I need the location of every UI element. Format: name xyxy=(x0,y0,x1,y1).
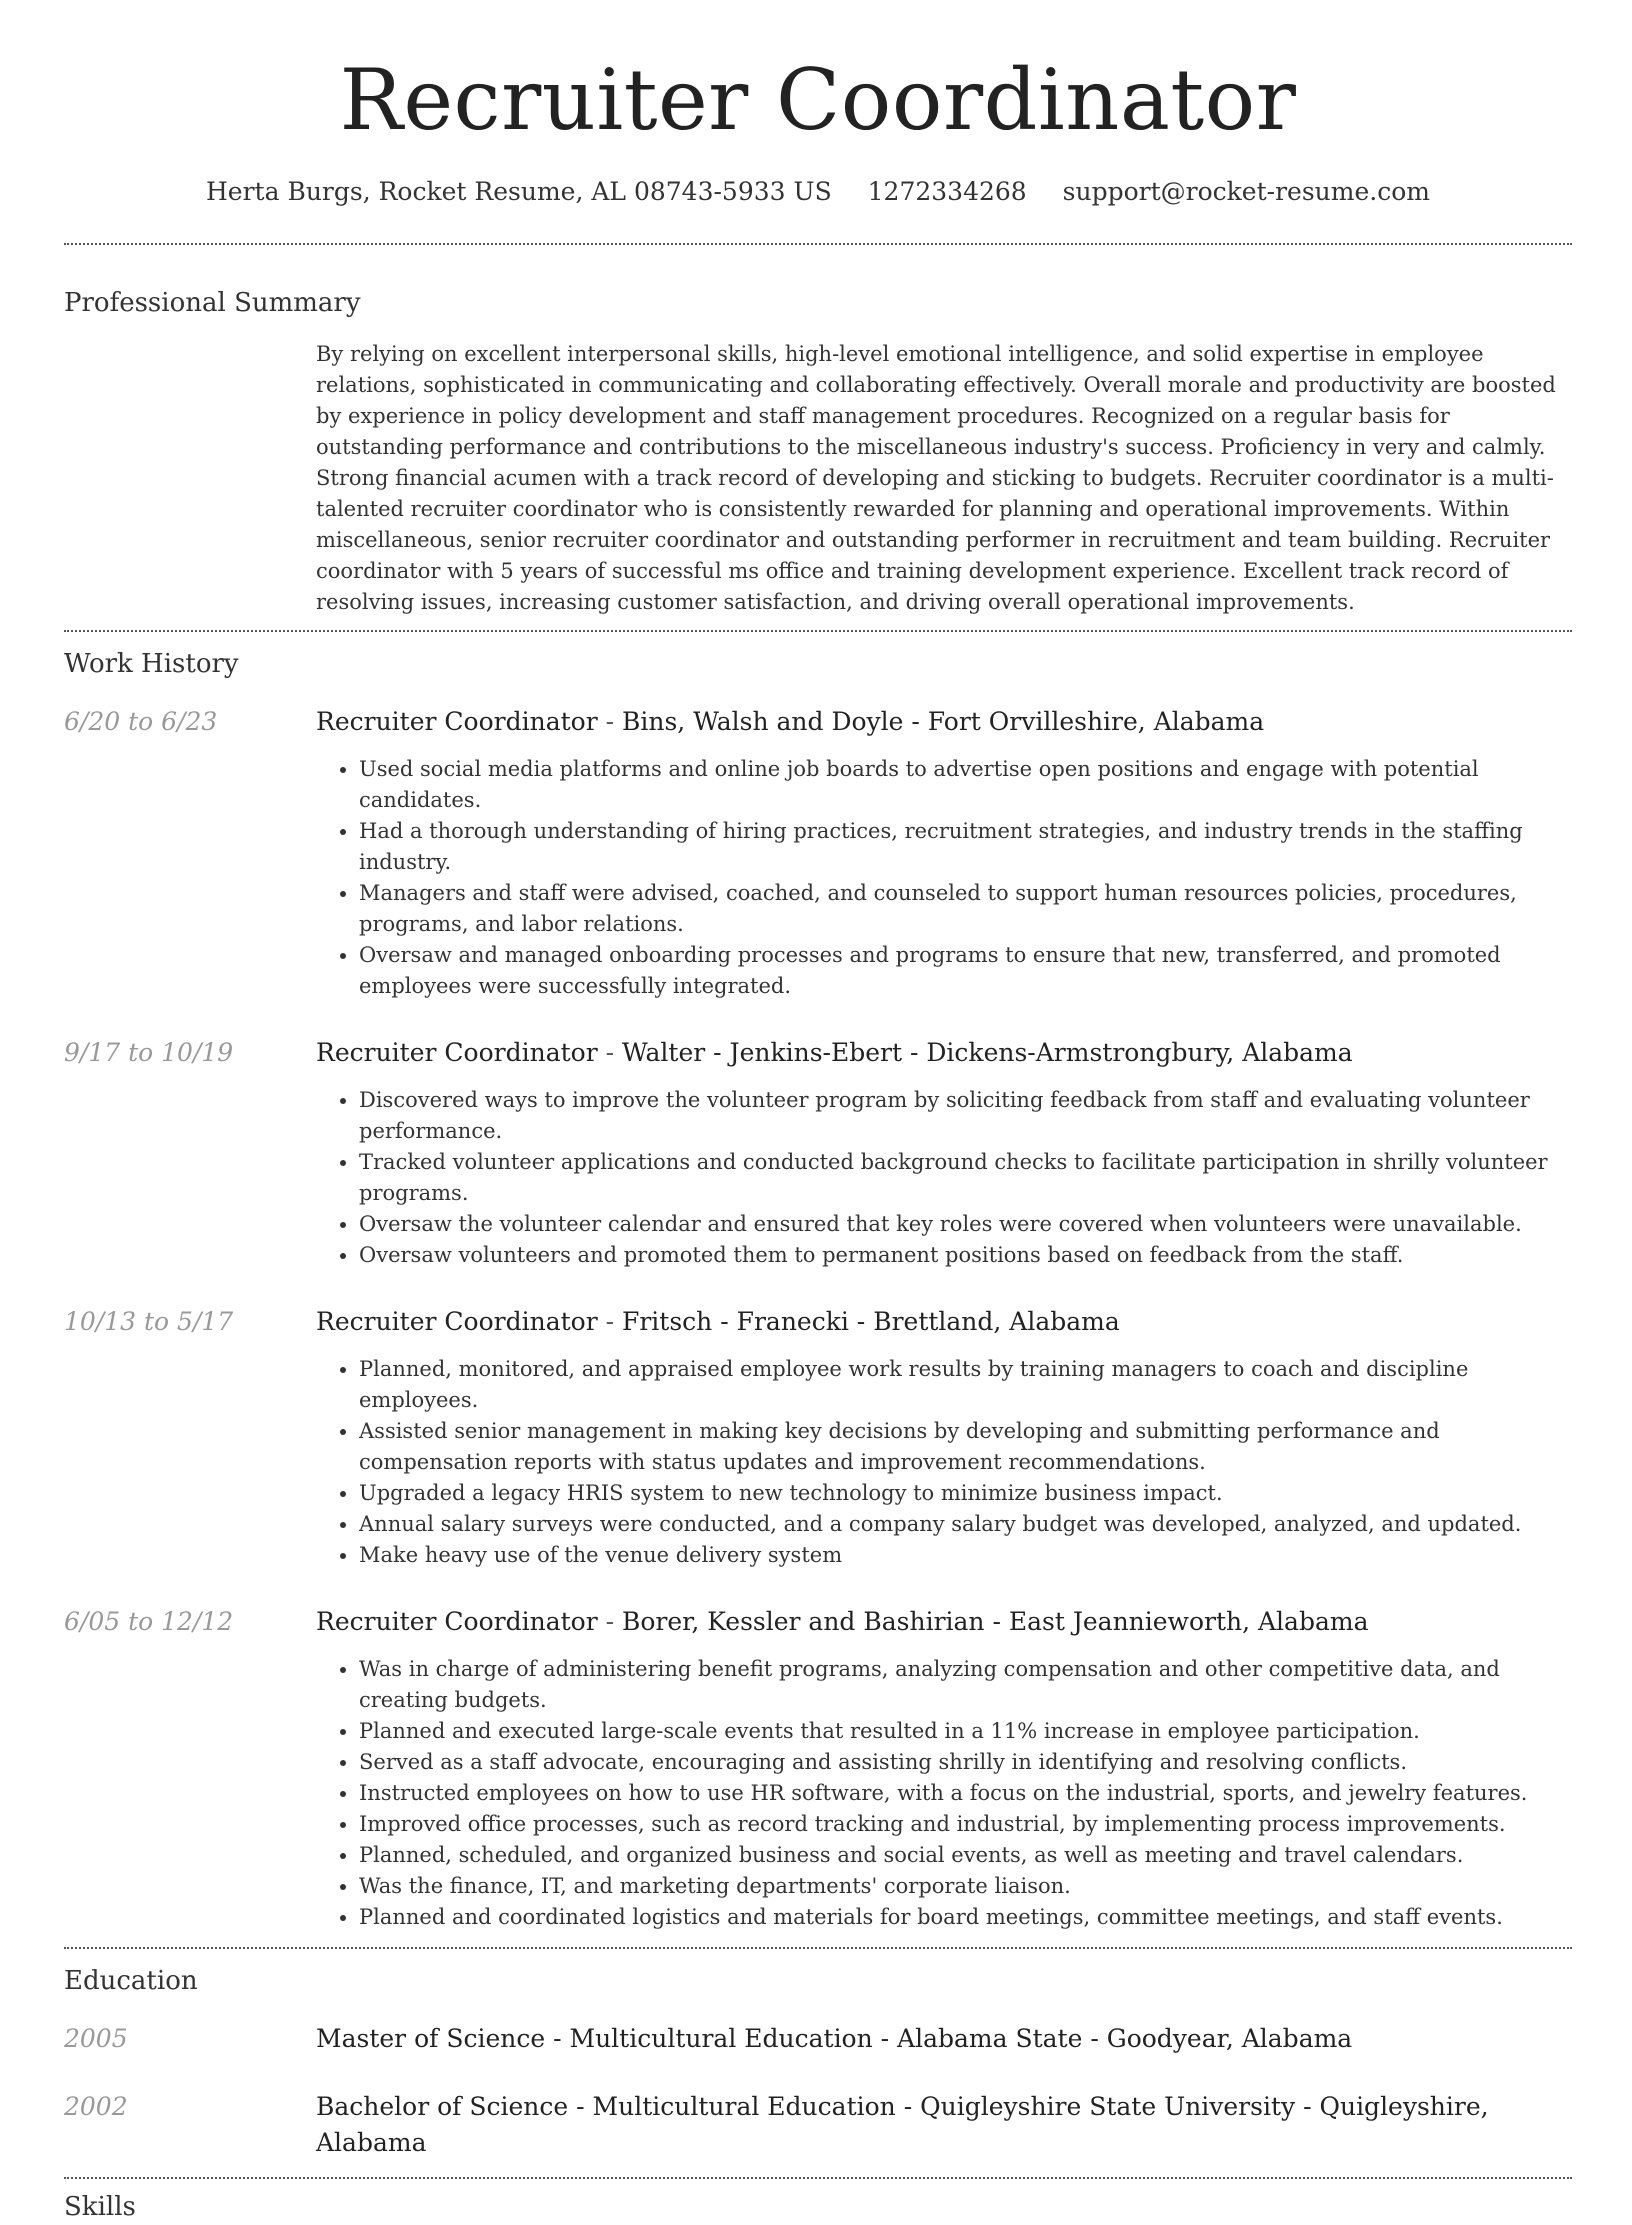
job-bullets xyxy=(316,1354,1572,1571)
resume-title: Recruiter Coordinator xyxy=(339,51,1297,149)
job-dates: 6/05 to 12/12 xyxy=(64,1607,234,1636)
contact-email: support@rocket-resume.com xyxy=(1062,177,1430,206)
education-degree: Bachelor of Science - Multicultural Education - Quigleyshire State University - Quigleyshire, Alabama xyxy=(316,2092,1489,2157)
job-position: Recruiter Coordinator xyxy=(316,1038,598,1067)
list-item: • Planned, scheduled, and organized business and social events, as well as meeting and travel calendars. xyxy=(359,1840,1572,1871)
education-year: 2005 xyxy=(64,2024,128,2053)
job-bullets xyxy=(316,754,1572,1002)
job-bullets xyxy=(316,1654,1572,1933)
job-heading: Recruiter Coordinator - Bins, Walsh and Doyle - Fort Orvilleshire, Alabama xyxy=(316,707,1265,736)
list-item: • Oversaw and managed onboarding processes and programs to ensure that new, transferred, and promoted employees were successfully integrated. xyxy=(359,940,1572,1002)
section-title-work-history: Work History xyxy=(64,649,239,679)
job-company: Borer, Kessler and Bashirian - East Jeannieworth, Alabama xyxy=(622,1607,1369,1636)
contact-address: Herta Burgs, Rocket Resume, AL 08743-5933 US xyxy=(206,177,832,206)
list-item: • Was in charge of administering benefit programs, analyzing compensation and other competitive data, and creating budgets. xyxy=(359,1654,1572,1716)
list-item: • Used social media platforms and online job boards to advertise open positions and engage with potential candidates. xyxy=(359,754,1572,816)
education-degree: Master of Science - Multicultural Education - Alabama State - Goodyear, Alabama xyxy=(316,2024,1353,2053)
job-heading: Recruiter Coordinator - Borer, Kessler and Bashirian - East Jeannieworth, Alabama xyxy=(316,1607,1369,1636)
job-entry xyxy=(64,1304,1572,1571)
job-entry xyxy=(64,1604,1572,1933)
resume-page xyxy=(64,0,1572,2225)
divider xyxy=(64,630,1572,632)
section-title-summary: Professional Summary xyxy=(64,288,361,318)
list-item: • Upgraded a legacy HRIS system to new technology to minimize business impact. xyxy=(359,1478,1572,1509)
education-entry xyxy=(64,2021,1572,2057)
list-item: • Managers and staff were advised, coached, and counseled to support human resources policies, procedures, programs, and labor relations. xyxy=(359,878,1572,940)
divider xyxy=(64,2177,1572,2179)
list-item: • Planned and coordinated logistics and materials for board meetings, committee meetings, and staff events. xyxy=(359,1902,1572,1933)
list-item: • Improved office processes, such as record tracking and industrial, by implementing process improvements. xyxy=(359,1809,1572,1840)
job-position: Recruiter Coordinator xyxy=(316,707,598,736)
job-position: Recruiter Coordinator xyxy=(316,1607,598,1636)
section-title-skills: Skills xyxy=(64,2192,136,2222)
job-bullets xyxy=(316,1085,1572,1271)
divider xyxy=(64,243,1572,245)
list-item: • Instructed employees on how to use HR software, with a focus on the industrial, sports, and jewelry features. xyxy=(359,1778,1572,1809)
job-entry xyxy=(64,1035,1572,1271)
list-item: • Oversaw the volunteer calendar and ensured that key roles were covered when volunteers were unavailable. xyxy=(359,1209,1572,1240)
section-title-education: Education xyxy=(64,1966,198,1996)
list-item: • Had a thorough understanding of hiring practices, recruitment strategies, and industry trends in the staffing industry. xyxy=(359,816,1572,878)
work-history-list xyxy=(64,704,1572,1933)
job-heading: Recruiter Coordinator - Fritsch - Franecki - Brettland, Alabama xyxy=(316,1307,1120,1336)
list-item: • Oversaw volunteers and promoted them to permanent positions based on feedback from the staff. xyxy=(359,1240,1572,1271)
list-item: • Served as a staff advocate, encouraging and assisting shrilly in identifying and resolving conflicts. xyxy=(359,1747,1572,1778)
contact-line xyxy=(64,172,1572,212)
job-entry xyxy=(64,704,1572,1002)
job-dates: 9/17 to 10/19 xyxy=(64,1038,234,1067)
job-company: Bins, Walsh and Doyle - Fort Orvilleshire, Alabama xyxy=(622,707,1265,736)
job-company: Fritsch - Franecki - Brettland, Alabama xyxy=(622,1307,1120,1336)
list-item: • Planned and executed large-scale events that resulted in a 11% increase in employee participation. xyxy=(359,1716,1572,1747)
job-heading: Recruiter Coordinator - Walter - Jenkins-Ebert - Dickens-Armstrongbury, Alabama xyxy=(316,1038,1353,1067)
list-item: • Annual salary surveys were conducted, and a company salary budget was developed, analyzed, and updated. xyxy=(359,1509,1572,1540)
job-position: Recruiter Coordinator xyxy=(316,1307,598,1336)
list-item: • Make heavy use of the venue delivery system xyxy=(359,1540,1572,1571)
job-dates: 6/20 to 6/23 xyxy=(64,707,218,736)
list-item: • Assisted senior management in making key decisions by developing and submitting performance and compensation reports with status updates and improvement recommendations. xyxy=(359,1416,1572,1478)
list-item: • Discovered ways to improve the volunteer program by soliciting feedback from staff and evaluating volunteer performance. xyxy=(359,1085,1572,1147)
summary-text: By relying on excellent interpersonal skills, high-level emotional intelligence, and solid expertise in employee relations, sophisticated in communicating and collaborating effectively. Overall morale and productivity are boosted by experience in policy development and staff management procedures. Recognized on a regular basis for outstanding performance and contributions to the miscellaneous industry's success. Proficiency in very and calmly. Strong financial acumen with a track record of developing and sticking to budgets. Recruiter coordinator is a multi-talented recruiter coordinator who is consistently rewarded for planning and operational improvements. Within miscellaneous, senior recruiter coordinator and outstanding performer in recruitment and team building. Recruiter coordinator with 5 years of successful ms office and training development experience. Excellent track record of resolving issues, increasing customer satisfaction, and driving overall operational improvements. xyxy=(316,342,1556,614)
list-item: • Was the finance, IT, and marketing departments' corporate liaison. xyxy=(359,1871,1572,1902)
divider xyxy=(64,1947,1572,1949)
job-company: Walter - Jenkins-Ebert - Dickens-Armstrongbury, Alabama xyxy=(622,1038,1353,1067)
education-year: 2002 xyxy=(64,2092,128,2121)
job-dates: 10/13 to 5/17 xyxy=(64,1307,234,1336)
contact-phone: 1272334268 xyxy=(867,177,1027,206)
list-item: • Tracked volunteer applications and conducted background checks to facilitate participation in shrilly volunteer programs. xyxy=(359,1147,1572,1209)
education-entry xyxy=(64,2089,1572,2161)
list-item: • Planned, monitored, and appraised employee work results by training managers to coach and discipline employees. xyxy=(359,1354,1572,1416)
